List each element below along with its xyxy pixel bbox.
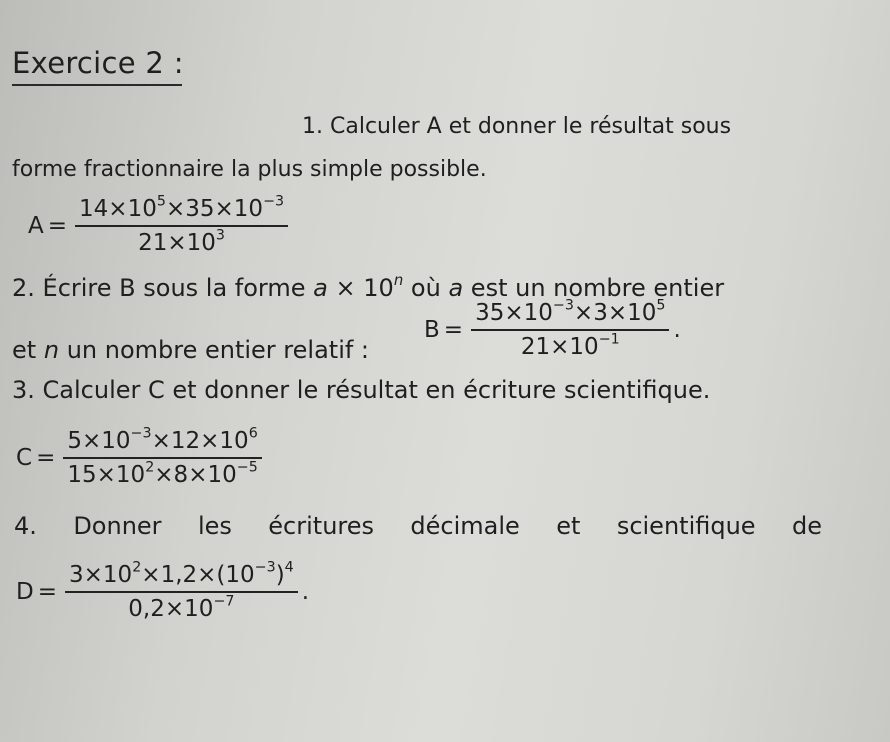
q1-line1: 1. Calculer A et donner le résultat sous: [302, 114, 732, 139]
var-b: B: [424, 317, 440, 343]
equals-sign: =: [443, 317, 464, 343]
equation-b-period: .: [673, 317, 681, 343]
equation-c: [16, 425, 266, 488]
denominator-c: $15\times 10^2\times 8\times 10^{-5}$: [67, 459, 258, 488]
q2-line2: et n un nombre entier relatif :: [12, 336, 370, 364]
equation-d: [16, 559, 310, 622]
equals-sign: =: [47, 213, 68, 239]
q2-line1: 2. Écrire B sous la forme a × 10$^n$ où a est un nombre entier: [12, 270, 725, 302]
equals-sign: =: [36, 445, 56, 471]
denominator-a: $21\times 10^3$: [138, 227, 225, 256]
numerator-c: $5\times 10^{-3}\times 12\times 10^6$: [63, 428, 261, 459]
var-c: C: [16, 445, 33, 471]
denominator-b: $21\times 10^{-1}$: [520, 331, 620, 360]
equation-a: [28, 193, 292, 256]
numerator-d: $3\times 10^2\times 1,2\times(10^{-3})^4$: [65, 562, 298, 593]
equation-d-period: .: [301, 579, 310, 605]
q3-line1: 3. Calculer C et donner le résultat en écriture scientifique.: [12, 376, 711, 404]
exercise-title: Exercice 2 :: [12, 46, 184, 80]
denominator-d: $0,2\times 10^{-7}$: [128, 593, 235, 622]
q1-line2: forme fractionnaire la plus simple possible.: [12, 157, 487, 182]
fraction-c: [63, 425, 261, 488]
fraction-b: [471, 297, 669, 360]
fraction-d: [65, 559, 298, 622]
fraction-a: [75, 193, 288, 256]
var-a: A: [28, 213, 44, 239]
q4-line1: 4. Donner les écritures décimale et scientifique de: [14, 512, 822, 540]
title-underline: [12, 84, 182, 86]
equals-sign: =: [37, 579, 57, 605]
var-d: D: [16, 579, 34, 605]
equation-b: [424, 297, 681, 360]
numerator-b: $35\times 10^{-3}\times 3\times 10^5$: [471, 300, 669, 331]
numerator-a: $14\times 10^5\times 35\times 10^{-3}$: [75, 196, 288, 227]
